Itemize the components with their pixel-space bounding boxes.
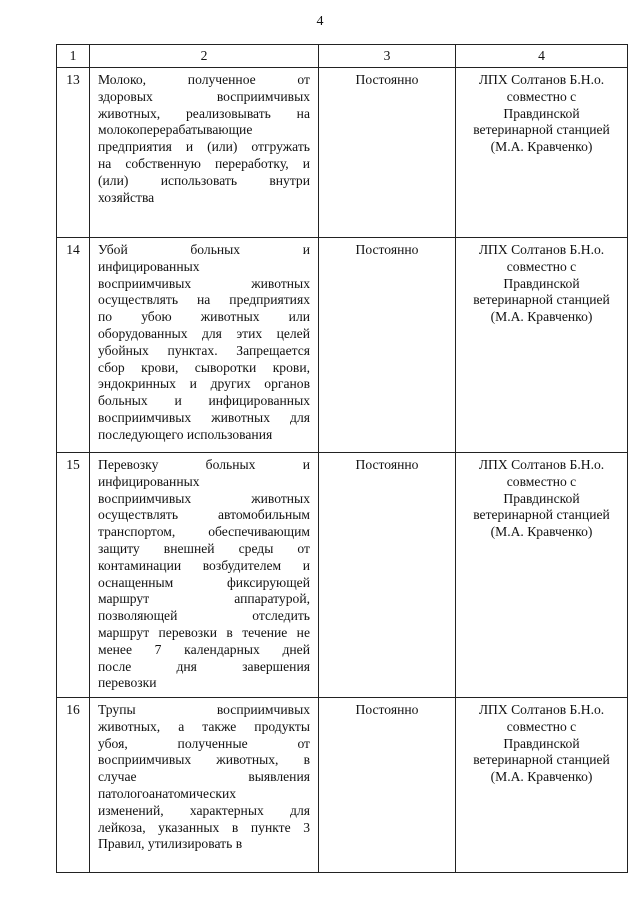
responsible [456, 453, 628, 698]
description-line: Перевозку больных и [98, 457, 310, 472]
table-header-row [57, 45, 628, 68]
header-col-2: 2 [90, 45, 319, 68]
responsible-line: ЛПХ Солтанов Б.Н.о. [478, 702, 605, 717]
row-number: 13 [57, 68, 90, 238]
description-line: инфицированных [98, 473, 200, 489]
responsible-line: ветеринарной станцией [473, 507, 610, 523]
measures-table [56, 44, 628, 873]
responsible-line: ветеринарной станцией [473, 122, 610, 138]
description-line: защиту внешней среды от [98, 540, 310, 556]
description-line: восприимчивых животных для [98, 409, 310, 425]
header-col-3: 3 [319, 45, 456, 68]
description-line: контаминации возбудителем и [98, 557, 310, 573]
responsible [456, 68, 628, 238]
header-col-4: 4 [456, 45, 628, 68]
description-line: эндокринных и других органов [98, 376, 310, 392]
row-number: 16 [57, 698, 90, 873]
responsible-line: Правдинской [503, 490, 580, 506]
measure-description [90, 68, 319, 238]
responsible-line: (М.А. Кравченко) [490, 139, 593, 155]
responsible-line: совместно с [506, 473, 577, 489]
responsible-line: совместно с [506, 718, 577, 734]
description-line: Убой больных и [98, 242, 310, 257]
responsible [456, 238, 628, 453]
description-line: животных, а также продукты [98, 718, 310, 734]
description-line: убоя, полученные от [98, 735, 310, 751]
description-line: восприимчивых животных [98, 275, 310, 291]
description-line: изменений, характерных для [98, 802, 310, 818]
deadline: Постоянно [319, 453, 456, 698]
description-line: после дня завершения [98, 658, 310, 674]
description-line: здоровых восприимчивых [98, 88, 310, 104]
responsible-line: (М.А. Кравченко) [490, 769, 593, 785]
table-body [57, 68, 628, 873]
row-number: 15 [57, 453, 90, 698]
description-line: животных, реализовывать на [98, 105, 310, 121]
deadline: Постоянно [319, 238, 456, 453]
description-line: позволяющей отследить [98, 608, 310, 624]
description-line: хозяйства [98, 189, 155, 205]
description-line: перевозки [98, 675, 157, 691]
description-line: восприимчивых животных, в [98, 752, 310, 768]
table-row [57, 68, 628, 238]
description-line: Молоко, полученное от [98, 72, 310, 87]
responsible-line: ЛПХ Солтанов Б.Н.о. [478, 242, 605, 257]
responsible-line: ЛПХ Солтанов Б.Н.о. [478, 72, 605, 87]
description-line: лейкоза, указанных в пункте 3 [98, 819, 310, 835]
deadline: Постоянно [319, 698, 456, 873]
responsible-line: совместно с [506, 88, 577, 104]
measure-description [90, 698, 319, 873]
page-number: 4 [316, 14, 324, 29]
measure-description [90, 238, 319, 453]
table-row [57, 453, 628, 698]
description-line: осуществлять на предприятиях [98, 292, 310, 308]
responsible-line: (М.А. Кравченко) [490, 524, 593, 540]
description-line: (или) использовать внутри [98, 172, 310, 188]
description-line: по убою животных или [98, 309, 310, 325]
description-line: сбор крови, сыворотки крови, [98, 359, 310, 375]
description-line: Правил, утилизировать в [98, 836, 243, 852]
table-row [57, 698, 628, 873]
description-line: патологоанатомических [98, 785, 237, 801]
responsible-line: совместно с [506, 258, 577, 274]
measure-description [90, 453, 319, 698]
description-line: оснащенным фиксирующей [98, 574, 310, 590]
row-number: 14 [57, 238, 90, 453]
description-line: Трупы восприимчивых [98, 702, 310, 717]
description-line: осуществлять автомобильным [98, 507, 310, 523]
description-line: предприятия и (или) отгружать [98, 139, 310, 155]
description-line: оборудованных для этих целей [98, 325, 310, 341]
description-line: маршрут перевозки в течение не [98, 624, 310, 640]
responsible-line: Правдинской [503, 105, 580, 121]
description-line: маршрут аппаратурой, [98, 591, 310, 607]
description-line: менее 7 календарных дней [98, 641, 310, 657]
description-line: последующего использования [98, 426, 273, 442]
description-line: восприимчивых животных [98, 490, 310, 506]
description-line: транспортом, обеспечивающим [98, 524, 310, 540]
description-line: больных и инфицированных [98, 393, 310, 409]
table-row [57, 238, 628, 453]
description-line: инфицированных [98, 258, 200, 274]
responsible-line: Правдинской [503, 275, 580, 291]
responsible-line: (М.А. Кравченко) [490, 309, 593, 325]
description-line: на собственную переработку, и [98, 155, 310, 171]
responsible-line: ветеринарной станцией [473, 752, 610, 768]
header-col-1: 1 [57, 45, 90, 68]
description-line: молокоперерабатывающие [98, 122, 253, 138]
description-line: случае выявления [98, 769, 310, 785]
responsible-line: Правдинской [503, 735, 580, 751]
responsible-line: ЛПХ Солтанов Б.Н.о. [478, 457, 605, 472]
description-line: убойных пунктах. Запрещается [98, 342, 310, 358]
responsible-line: ветеринарной станцией [473, 292, 610, 308]
deadline: Постоянно [319, 68, 456, 238]
responsible [456, 698, 628, 873]
